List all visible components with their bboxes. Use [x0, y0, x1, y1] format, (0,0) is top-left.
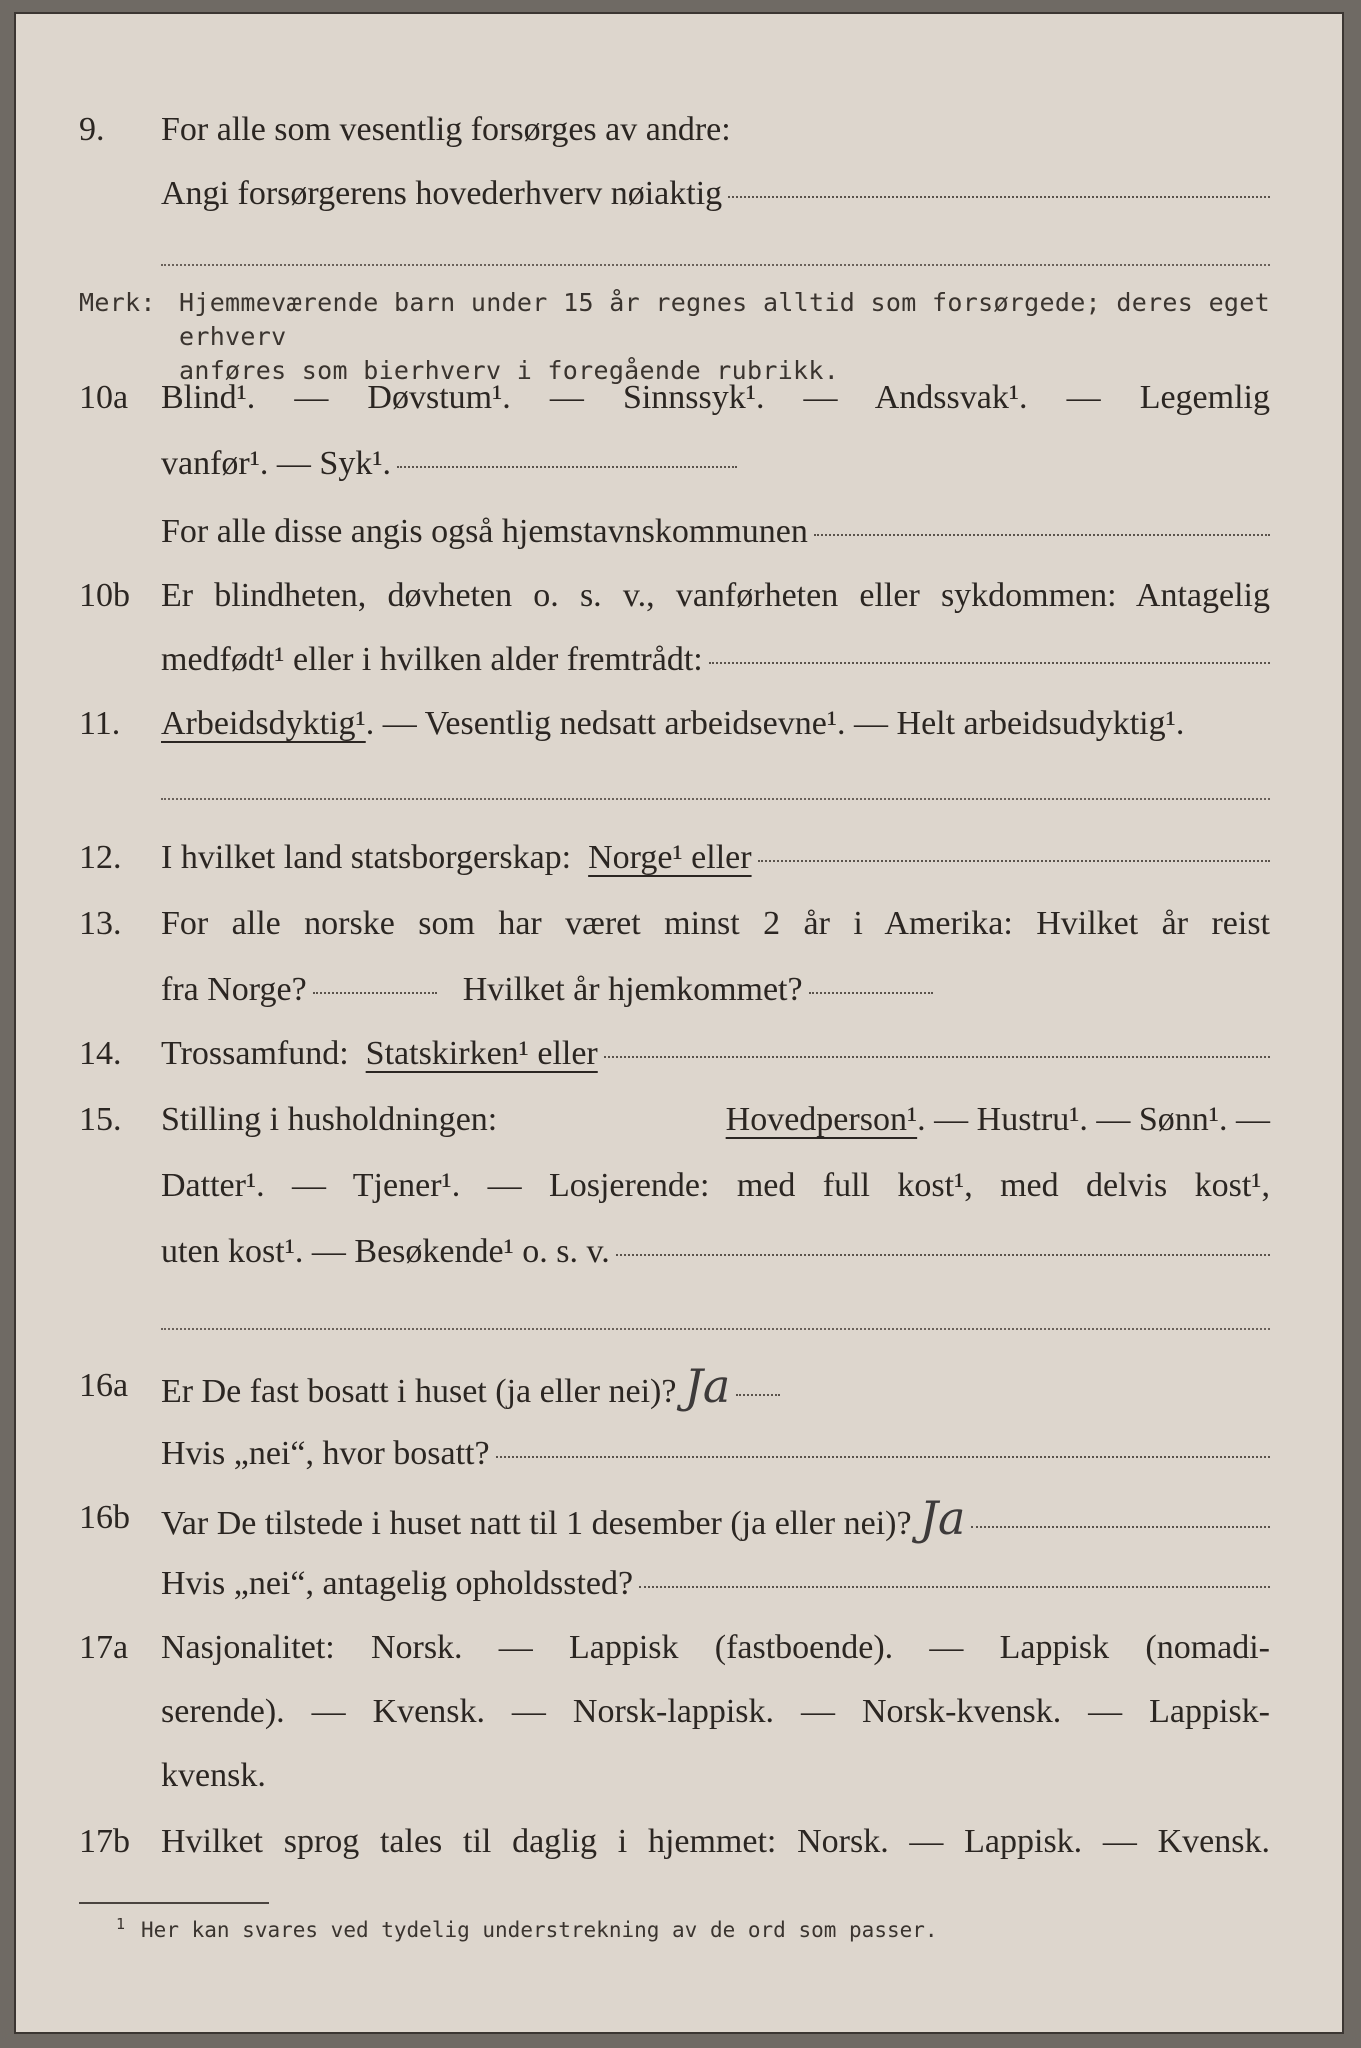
q15-line3 — [161, 1232, 1270, 1272]
footnote-mark: 1 — [116, 1915, 126, 1933]
footnote-text: Her kan svares ved tydelig understrekning av de ord som passer. — [141, 1918, 938, 1942]
q16a-line1-text: Er De fast bosatt i huset (ja eller nei)? — [161, 1373, 677, 1410]
answer-field[interactable] — [313, 991, 437, 994]
q17a-line2: serende). — Kvensk. — Norsk-lappisk. — Norsk-kvensk. — Lappisk- — [161, 1693, 1270, 1730]
q10a-line2-text: vanfør¹. — Syk¹. — [161, 445, 392, 482]
q12-line — [161, 838, 1270, 878]
q17a-line1: Nasjonalitet: Norsk. — Lappisk (fastboende). — Lappisk (nomadi- — [161, 1629, 1270, 1666]
footnote-rule — [79, 1902, 269, 1904]
q16a-line2-text: Hvis „nei“, hvor bosatt? — [161, 1435, 490, 1472]
q14-line — [161, 1034, 1270, 1074]
q15-number: 15. — [79, 1101, 122, 1138]
answer-field[interactable] — [496, 1455, 1270, 1458]
footnote — [116, 1915, 938, 1942]
answer-field[interactable] — [616, 1253, 1270, 1256]
q14-underlined-choice[interactable]: Statskirken¹ eller — [365, 1035, 598, 1072]
q17b-number: 17b — [79, 1823, 130, 1860]
q11-number: 11. — [79, 705, 121, 742]
q9-line2-text: Angi forsørgerens hovederhverv nøiaktig — [161, 175, 723, 212]
q15-line3-text: uten kost¹. — Besøkende¹ o. s. v. — [161, 1233, 610, 1270]
q14-number: 14. — [79, 1035, 122, 1072]
q16b-line2 — [161, 1564, 1270, 1604]
q17a-line3: kvensk. — [161, 1757, 266, 1794]
merk-line2: anføres som bierhverv i foregående rubrikk. — [179, 356, 840, 385]
q10a-line3 — [161, 512, 1270, 552]
merk-body — [179, 286, 1270, 388]
q10b-line2 — [161, 640, 1270, 680]
answer-field[interactable] — [604, 1055, 1270, 1058]
q16a-line1 — [161, 1359, 1270, 1413]
q15-prefix: Stilling i husholdningen: — [161, 1101, 498, 1138]
q13-part-a: fra Norge? — [161, 971, 307, 1008]
dotted-rule — [161, 798, 1270, 800]
answer-field[interactable] — [736, 1393, 780, 1396]
dotted-rule — [161, 1328, 1270, 1330]
merk-label: Merk: — [79, 288, 156, 317]
q16b-line1 — [161, 1491, 1270, 1545]
q16b-number: 16b — [79, 1499, 130, 1536]
q10a-line3-text: For alle disse angis også hjemstavnskommunen — [161, 513, 808, 550]
q15-underlined-choice[interactable]: Hovedperson¹ — [725, 1101, 918, 1138]
answer-field[interactable] — [758, 859, 1270, 862]
q9-line2 — [161, 174, 1270, 214]
q13-line2 — [161, 970, 1270, 1010]
q12-prefix: I hvilket land statsborgerskap: — [161, 839, 572, 876]
q10a-number: 10a — [79, 379, 129, 416]
q16b-line1-text: Var De tilstede i huset natt til 1 desember (ja eller nei)? — [161, 1505, 912, 1542]
q13-part-b: Hvilket år hjemkommet? — [462, 971, 803, 1008]
answer-field[interactable] — [709, 661, 1270, 664]
answer-field[interactable] — [971, 1525, 1270, 1528]
census-form-page — [14, 12, 1344, 2034]
answer-field[interactable] — [814, 533, 1270, 536]
q11-line — [161, 704, 1270, 744]
q10a-line1: Blind¹. — Døvstum¹. — Sinnssyk¹. — Andssvak¹. — Legemlig — [161, 379, 1270, 416]
q14-prefix: Trossamfund: — [161, 1035, 349, 1072]
q15-rest: . — Hustru¹. — Sønn¹. — — [917, 1101, 1270, 1138]
answer-field[interactable] — [728, 195, 1270, 198]
q11-underlined-choice[interactable]: Arbeidsdyktig¹ — [161, 705, 366, 742]
q16a-number: 16a — [79, 1367, 129, 1404]
answer-field[interactable] — [639, 1585, 1270, 1588]
answer-field[interactable] — [809, 991, 933, 994]
q15-line2: Datter¹. — Tjener¹. — Losjerende: med full kost¹, med delvis kost¹, — [161, 1167, 1270, 1204]
q10a-line2 — [161, 444, 1270, 484]
q11-rest: . — Vesentlig nedsatt arbeidsevne¹. — Helt arbeidsudyktig¹. — [365, 705, 1185, 742]
q9-number: 9. — [79, 111, 105, 148]
q16a-handwritten-answer[interactable]: Ja — [684, 1359, 731, 1413]
q13-number: 13. — [79, 905, 122, 942]
q12-number: 12. — [79, 839, 122, 876]
q16a-line2 — [161, 1434, 1270, 1474]
q12-underlined-choice[interactable]: Norge¹ eller — [588, 839, 752, 876]
q9-line1: For alle som vesentlig forsørges av andre: — [161, 111, 731, 148]
q10b-line2-text: medfødt¹ eller i hvilken alder fremtrådt: — [161, 641, 703, 678]
q15-line1 — [161, 1100, 1270, 1140]
q16b-line2-text: Hvis „nei“, antagelig opholdssted? — [161, 1565, 634, 1602]
q17b-line1: Hvilket sprog tales til daglig i hjemmet: Norsk. — Lappisk. — Kvensk. — [161, 1823, 1270, 1860]
q13-line1: For alle norske som har været minst 2 år i Amerika: Hvilket år reist — [161, 905, 1270, 942]
q10b-line1: Er blindheten, døvheten o. s. v., vanførheten eller sykdommen: Antagelig — [161, 577, 1270, 614]
dotted-rule — [161, 264, 1270, 266]
merk-line1: Hjemmeværende barn under 15 år regnes alltid som forsørgede; deres eget erhverv — [179, 288, 1270, 351]
answer-field[interactable] — [397, 465, 737, 468]
q16b-handwritten-answer[interactable]: Ja — [919, 1491, 966, 1545]
q10b-number: 10b — [79, 577, 130, 614]
q17a-number: 17a — [79, 1629, 129, 1666]
